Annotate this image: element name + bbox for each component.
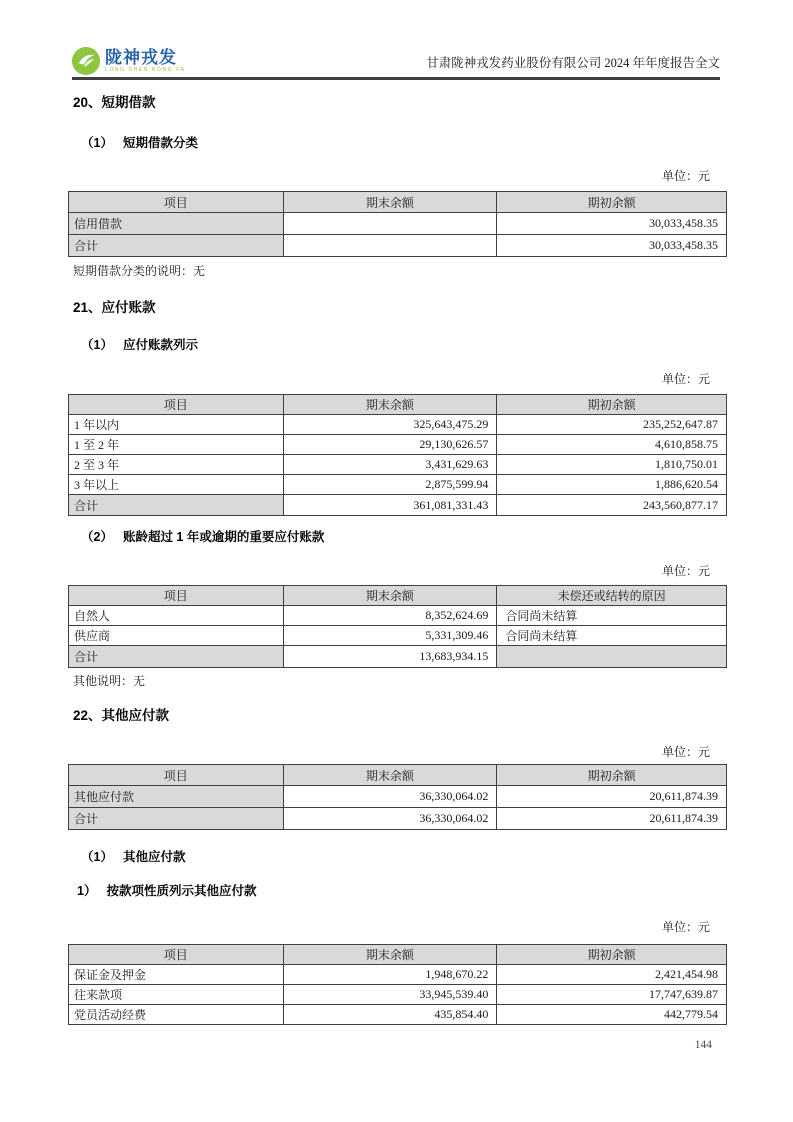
row-item: 2 至 3 年 (69, 455, 284, 475)
heading-prefix: （1） (81, 850, 113, 865)
row-beginning-value: 20,611,874.39 (497, 786, 727, 808)
heading-text: 应付账款列示 (122, 338, 198, 353)
row-item: 往来款项 (69, 984, 284, 1004)
table-row (69, 626, 727, 646)
row-ending-value (283, 213, 497, 235)
row-item: 1 至 2 年 (69, 435, 284, 455)
accounts-payable-aging-table (68, 394, 727, 516)
row-ending-value: 29,130,626.57 (283, 435, 497, 455)
table-row (69, 1004, 727, 1024)
row-beginning-value: 4,610,858.75 (497, 435, 727, 455)
table-total-row (69, 235, 727, 257)
row-item: 其他应付款 (69, 786, 284, 808)
overdue-payables-table (68, 585, 727, 668)
table-row (69, 415, 727, 435)
heading-prefix: 1） (77, 883, 97, 898)
row-reason: 合同尚未结算 (497, 606, 727, 626)
col-header-item: 项目 (69, 192, 284, 213)
row-beginning-value: 442,779.54 (497, 1004, 727, 1024)
row-item: 合计 (69, 646, 284, 668)
row-ending-value: 33,945,539.40 (283, 984, 497, 1004)
heading-prefix: （1） (81, 338, 113, 353)
table-row (69, 455, 727, 475)
row-reason (497, 646, 727, 668)
section-21-note: 其他说明：无 (73, 674, 146, 689)
row-item: 合计 (69, 495, 284, 516)
heading-text: 短期借款分类 (122, 135, 198, 150)
row-item: 1 年以内 (69, 415, 284, 435)
row-item: 3 年以上 (69, 475, 284, 495)
section-20-note: 短期借款分类的说明：无 (73, 264, 206, 279)
col-header-beginning: 期初余额 (497, 192, 727, 213)
col-header-reason: 未偿还或结转的原因 (497, 586, 727, 606)
row-item: 合计 (69, 808, 284, 830)
col-header-item: 项目 (69, 765, 284, 786)
row-beginning-value: 17,747,639.87 (497, 984, 727, 1004)
col-header-ending: 期末余额 (283, 192, 497, 213)
logo-brand-cn: 陇神戎发 (105, 48, 177, 67)
heading-prefix: （2） (81, 530, 113, 545)
unit-label: 单位：元 (661, 744, 710, 759)
table-row (69, 984, 727, 1004)
row-beginning-value: 20,611,874.39 (497, 808, 727, 830)
heading-text: 账龄超过 1 年或逾期的重要应付账款 (122, 530, 325, 545)
section-20-sub1-heading (68, 137, 727, 150)
col-header-ending: 期末余额 (283, 765, 497, 786)
col-header-ending: 期末余额 (283, 944, 497, 964)
table-header-row (69, 395, 727, 415)
col-header-ending: 期末余额 (283, 395, 497, 415)
heading-prefix: （1） (81, 135, 113, 150)
row-beginning-value: 243,560,877.17 (497, 495, 727, 516)
section-20-heading: 20、短期借款 (73, 95, 156, 110)
other-payables-by-nature-table (68, 944, 727, 1025)
page-number: 144 (694, 1039, 712, 1051)
row-item: 党员活动经费 (69, 1004, 284, 1024)
row-ending-value: 3,431,629.63 (283, 455, 497, 475)
unit-label: 单位：元 (661, 920, 710, 935)
row-ending-value: 1,948,670.22 (283, 964, 497, 984)
logo-bird-icon (72, 47, 100, 75)
col-header-beginning: 期初余额 (497, 765, 727, 786)
row-beginning-value: 1,810,750.01 (497, 455, 727, 475)
table-row (69, 964, 727, 984)
unit-label: 单位：元 (661, 563, 710, 578)
row-ending-value: 36,330,064.02 (283, 808, 497, 830)
section-21-sub2-heading (68, 531, 727, 544)
table-row (69, 435, 727, 455)
row-ending-value: 2,875,599.94 (283, 475, 497, 495)
row-beginning-value: 30,033,458.35 (497, 213, 727, 235)
row-ending-value: 8,352,624.69 (283, 606, 497, 626)
row-ending-value: 325,643,475.29 (283, 415, 497, 435)
table-total-row (69, 495, 727, 516)
col-header-beginning: 期初余额 (497, 395, 727, 415)
row-item: 信用借款 (69, 213, 284, 235)
logo-brand-en: LONG SHEN RONG FA (105, 67, 186, 73)
table-total-row (69, 646, 727, 668)
col-header-ending: 期末余额 (283, 586, 497, 606)
heading-text: 按款项性质列示其他应付款 (106, 883, 257, 898)
col-header-item: 项目 (69, 586, 284, 606)
row-beginning-value: 235,252,647.87 (497, 415, 727, 435)
table-header-row (69, 765, 727, 786)
row-item: 保证金及押金 (69, 964, 284, 984)
section-21-heading: 21、应付账款 (73, 299, 156, 315)
table-header-row (69, 586, 727, 606)
row-ending-value: 5,331,309.46 (283, 626, 497, 646)
table-total-row (69, 808, 727, 830)
col-header-item: 项目 (69, 395, 284, 415)
row-item: 合计 (69, 235, 284, 257)
row-ending-value: 13,683,934.15 (283, 646, 497, 668)
row-ending-value: 361,081,331.43 (283, 495, 497, 516)
row-ending-value (283, 235, 497, 257)
section-22-heading: 22、其他应付款 (73, 708, 170, 724)
table-row (69, 786, 727, 808)
row-beginning-value: 2,421,454.98 (497, 964, 727, 984)
table-row (69, 606, 727, 626)
page-header (72, 48, 720, 80)
col-header-item: 项目 (69, 944, 284, 964)
col-header-beginning: 期初余额 (497, 944, 727, 964)
report-content (68, 96, 727, 1025)
table-header-row (69, 192, 727, 213)
row-beginning-value: 30,033,458.35 (497, 235, 727, 257)
table-row (69, 213, 727, 235)
company-logo (72, 47, 186, 75)
table-header-row (69, 944, 727, 964)
section-21-sub1-heading (68, 339, 727, 352)
row-ending-value: 435,854.40 (283, 1004, 497, 1024)
row-ending-value: 36,330,064.02 (283, 786, 497, 808)
logo-text (105, 49, 186, 73)
row-beginning-value: 1,886,620.54 (497, 475, 727, 495)
row-item: 供应商 (69, 626, 284, 646)
table-row (69, 475, 727, 495)
report-title: 甘肃陇神戎发药业股份有限公司 2024 年年度报告全文 (426, 56, 720, 70)
row-reason: 合同尚未结算 (497, 626, 727, 646)
section-22-sub1-1-heading (68, 885, 727, 898)
heading-text: 其他应付款 (122, 850, 186, 865)
other-payables-summary-table (68, 764, 727, 830)
section-22-sub1-heading (68, 851, 727, 864)
row-item: 自然人 (69, 606, 284, 626)
short-term-loans-table (68, 191, 727, 257)
unit-label: 单位：元 (661, 371, 710, 386)
unit-label: 单位：元 (661, 169, 710, 183)
